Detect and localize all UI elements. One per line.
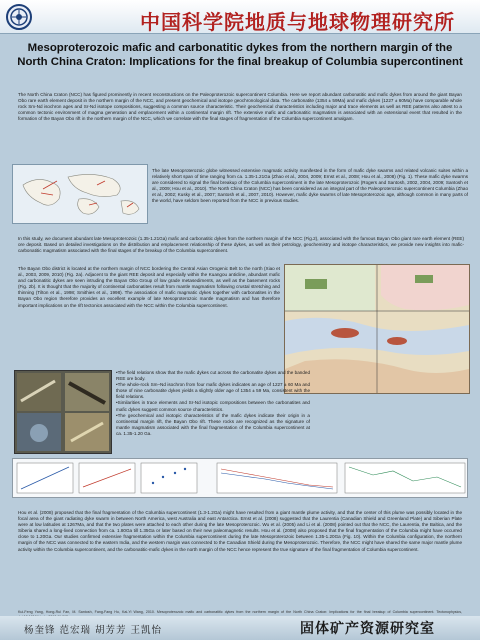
study-paragraph: In this study, we document abundant late Mesoproterozoic (1.35-1.21Ga) mafic and carbonatitic dykes from the northern margin of the NCC (Fig.2), associated with the famous Bayan Obo giant rare earth element (REE) ore deposit. Based on detailed investigations on the distribution and emplacement relationship of these dykes, as well as their petrology, geochemistry and isotope characteristics, we provide new insights into mafic-carbonatitic magmatism associated with the final stages of the breakup of the Columbia supercontinent. [18,236,464,254]
bullet-item: •The geochemical and isotopic characteristics of the mafic dykes indicate their origin in a continental margin rift, the Bayan Obo rift. These rocks are recognized as the signature of mantle magmatism associated with the final fragmentation of the Columbia supercontinent at ca. 1.35-1.20 Ga. [116,412,310,436]
geochemistry-charts-figure [12,458,468,498]
field-photos-figure [14,370,112,454]
geology-paragraph: The Bayan Obo district is located at the northern margin of NCC bordering the Central Asian Orogenic Belt to the north (Xiao et al., 2003, 2009, 2010) (Fig. 2a). Adjacent to the giant REE deposit and especially within the Kuangou anticline, abundant mafic and carbonatitic dykes are seen intruding the Bayan Obo Group of low grade metasediments, as well as the basement rocks (Fig. 2b). It is thought that the majority of continental carbonatites result from mantle magmatism following crustal stretching and thinning (Tilton et al., 1998; Smithies et al., 1998). The association of mafic magmatic dykes together with carbonatites in the Bayan Obo region therefore provides an excellent example of late Mesoproterozoic mantle magmatism and has therefore important implications on the rift tectonics associated with the NCC within the Columbia supercontinent. [18,266,280,308]
citation-reference: Kui-Feng Yang, Hong-Rui Fan, M. Santosh, Fang-Fang Hu, Kai-Yi Wang, 2010. Mesoproterozoic mafic and carbonatitic dykes from the northern margin of the North China Craton: Implications for the final breakup of Columbia supercontinent. Tectonophysics, [18,610,462,614]
cas-emblem-icon [6,4,32,30]
background-paragraph: The late Mesoproterozoic globe witnessed extensive magmatic activity manifested in the form of mafic dyke swarms and related volcanic suites within a relatively short span of time ranging from ca. 1.35-1.21Ga (Zhao et al., 2004, 2009; Ernst et al., 2008; Hou et al., 2008) (Fig. 1). These mafic dyke swarms are considered to signal the final breakup of the Columbia supercontinent in the late Mesoproterozoic (Rogers and Santosh, 2002, 2004, 2009; Santosh et al., 2009; Hou et al., 2010). The North China Craton (NCC) has been considered as an integral part of the Paleoproterozoic supercontinent Columbia (Zhao et al., 2002; Kusky et al., 2007; Santosh et al., 2007, 2010). However, mafic dyke swarms of late Mesoproterozoic age, although common in many parts of the world, have seldom been reported from the NCC in previous studies. [152,168,468,204]
bayan-obo-geological-map [284,264,470,394]
ree-pattern-plots [213,459,469,497]
bullet-item: •Similarities in trace elements and Sr-Nd isotopic compositions between the carbonatites and mafic dykes suggest common source characteristics. [116,400,310,412]
poster-title: Mesoproterozoic mafic and carbonatitic dykes from the northern margin of the North China Craton: Implications for the final breakup of Columbia supercontinent [17,42,463,68]
bullet-item: •The field relations show that the mafic dykes cut across the carbonatite dykes and the banded REE ore body. [116,370,310,382]
poster-header [0,0,480,34]
results-bullet-list [116,370,310,454]
lab-name: 固体矿产资源研究室 [300,621,435,637]
institute-title: 中国科学院地质与地球物理研究所 [140,10,455,34]
world-dyke-map-figure [12,164,148,224]
bullet-item: •The whole-rock Sm–Nd isochron from four mafic dykes indicates an age of 1227 ± 60 Ma and those of nine carbonatite dykes yields a slightly older age of 1354 ± 59 Ma, consistent with the field relations. [116,382,310,400]
authors-chinese: 杨奎锋 范宏瑞 胡芳芳 王凯怡 [24,625,163,636]
discussion-paragraph: Hou et al. (2008) proposed that the final fragmentation of the Columbia supercontinent (1.3-1.2Ga) might have resulted from a giant mantle plume activity, and that the center of this plume was possibly located in the focal area of the giant radiating dyke swarm in between North America, west Australia and east Antarctica. Ernst et al. (2008) suggested that the Laurentia (Canadian Shield and Greenland Plate) and Siberian Plate were at low latitudes at 1267Ma, and that the two plates were attached to each other during the late Mesoproterozoic. Wu et al. (2005) and Li et al. (2008) pointed out that the NCC, the Laurentia, the Baltica, and the Siberia shared a long-lived connection from ca. 1.80Ga till 1.35Ga or later based on their new paleomagnetic results. Hou et al. (2008) also proposed that the final fragmentation of the Columbia might have occurred close to 1.20Ga. Our studies confirmed extensive fragmentation within the Columbia supercontinent during the late Mesoproterozoic between 1.35-1.20Ga (Fig. 10). Within the Columbia configuration, the northern margin of the NCC was connected to the eastern India, and the western margin was connected to the Canadian Shield during the Mesoproterozoic. Therefore, the NCC might have shared the same major mantle plume activity within the Columbia supercontinent, and the carbonatitic-mafic dykes in the north margin of the NCC hence represent the true signature of the final fragmentation of Columbia supercontinent. [18,510,462,552]
isochron-plots [13,459,203,497]
abstract-paragraph: The North China Craton (NCC) has figured prominently in recent reconstructions on the Paleoproterozoic supercontinent Columbia. Here we report abundant carbonatitic and mafic dykes from around the giant Bayan Obo rare earth element deposit in the northern margin of the NCC, and present geochemical and isotope geochronological data. The carbonatite (1354 ± 59Ma) and mafic dykes (1227 ± 60Ma) have comparable whole rock Sm-Nd isochron ages and Sr-Nd isotope compositions, suggesting a common source characteristic. Their geochemical characteristics including major and trace elements as well as REE patterns also attest to a common tectonic environment of magma generation and emplacement within a continental margin rift. The extensive mafic and carbonatitic magmatism is associated with an extensional event that resulted in the formation of the Bayan Obo rift in the northern margin of the NCC, which we correlate with the final stages of fragmentation of the Columbia supercontinent amalgam. [18,92,462,122]
